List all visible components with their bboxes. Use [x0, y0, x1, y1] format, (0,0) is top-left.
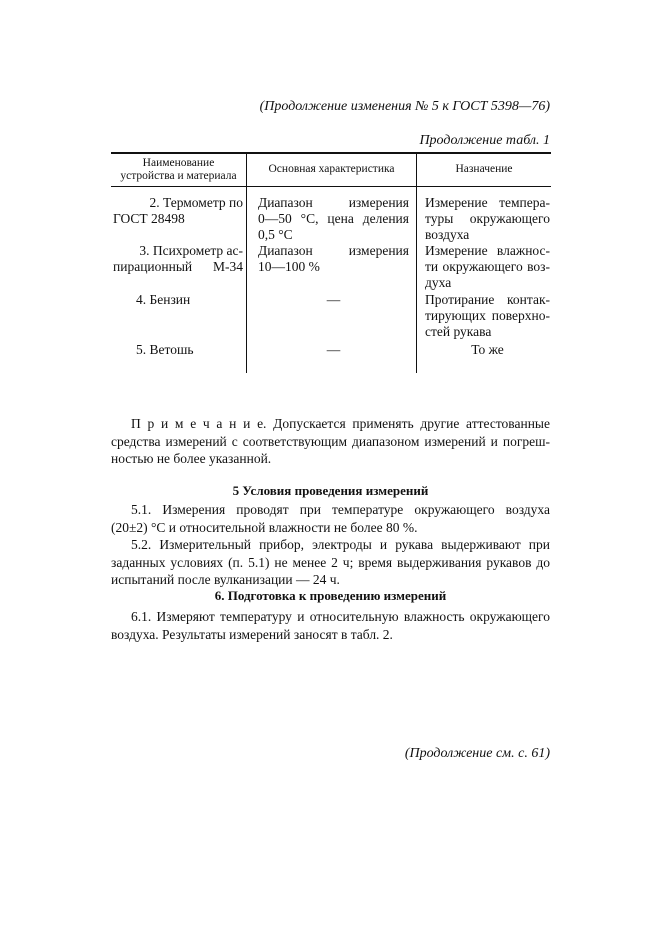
cell-line: Измерение темпера- [425, 195, 550, 210]
cell-line: туры окружающего [425, 211, 550, 226]
table-row-name [113, 195, 243, 227]
header-line: Наименование [142, 157, 215, 169]
column-divider [246, 152, 247, 373]
text-line: 6.1. Измеряют температуру и относительную влажность окружающего [131, 609, 550, 624]
cell-line: 10—100 % [258, 259, 320, 274]
table-row-characteristic [258, 195, 409, 243]
text-line: 5.2. Измерительный прибор, электроды и рукава выдерживают при [131, 537, 550, 552]
text-line: средства измерений с соответствующим диапазоном измерений и погреш- [111, 433, 550, 449]
section-5-heading: 5 Условия проведения измерений [232, 483, 429, 498]
table-row-name [136, 292, 243, 308]
cell-line: тирующих поверхно- [425, 308, 550, 323]
table-row-name [113, 243, 243, 275]
cell-line: 4. Бензин [136, 292, 191, 307]
header-rule [111, 186, 551, 187]
table-row-characteristic [258, 292, 409, 308]
text-line: (20±2) °С и относительной влажности не более 80 %. [111, 519, 418, 535]
table-row-characteristic [258, 342, 409, 358]
cell-line: 0,5 °С [258, 227, 293, 242]
column-header-name [111, 157, 246, 183]
continuation-footer: (Продолжение см. с. 61) [404, 746, 550, 761]
text-line: заданных условиях (п. 5.1) не менее 2 ч; время выдерживания рукавов до [111, 554, 550, 570]
cell-line: — [326, 292, 341, 307]
text-line: испытаний после вулканизации — 24 ч. [111, 572, 340, 587]
cell-line: духа [425, 275, 452, 290]
cell-line: То же [471, 342, 504, 357]
cell-line: пирационный М-34 [113, 259, 243, 274]
table-row-purpose [425, 195, 550, 243]
header-line: устройства и материала [120, 170, 237, 182]
table-caption: Продолжение табл. 1 [419, 133, 550, 148]
table-row-purpose [425, 342, 550, 358]
cell-line: 3. Психрометр ас- [139, 243, 243, 258]
section-5-body [111, 501, 550, 589]
section-6-heading: 6. Подготовка к проведению измерений [214, 588, 447, 603]
cell-line: — [326, 342, 341, 357]
text-line: ностью не более указанной. [111, 451, 272, 466]
text-line: П р и м е ч а н и е. Допускается применять другие аттестованные [131, 416, 550, 431]
cell-line: воздуха [425, 227, 470, 242]
cell-line: ти окружающего воз- [425, 259, 550, 274]
text-line: воздуха. Результаты измерений заносят в табл. 2. [111, 626, 393, 642]
table-row-characteristic [258, 243, 409, 275]
section-6-body [111, 608, 550, 643]
continuation-header: (Продолжение изменения № 5 к ГОСТ 5398—76) [259, 99, 550, 114]
table-row-name [136, 342, 243, 358]
table-row-purpose [425, 292, 550, 340]
cell-line: 0—50 °С, цена деления [258, 211, 409, 226]
table-top-rule [111, 152, 551, 154]
cell-line: стей рукава [425, 324, 492, 339]
note-paragraph [111, 415, 550, 468]
cell-line: Протирание контак- [425, 292, 550, 307]
cell-line: 5. Ветошь [136, 342, 194, 357]
cell-line: ГОСТ 28498 [113, 211, 185, 226]
cell-line: Диапазон измерения [258, 195, 409, 210]
column-header-characteristic: Основная характеристика [268, 163, 395, 175]
table-row-purpose [425, 243, 550, 291]
column-divider [416, 152, 417, 373]
text-line: 5.1. Измерения проводят при температуре окружающего воздуха [131, 502, 550, 517]
cell-line: Измерение влажнос- [425, 243, 550, 258]
cell-line: 2. Термометр по [149, 195, 243, 210]
column-header-purpose: Назначение [455, 163, 513, 175]
cell-line: Диапазон измерения [258, 243, 409, 258]
